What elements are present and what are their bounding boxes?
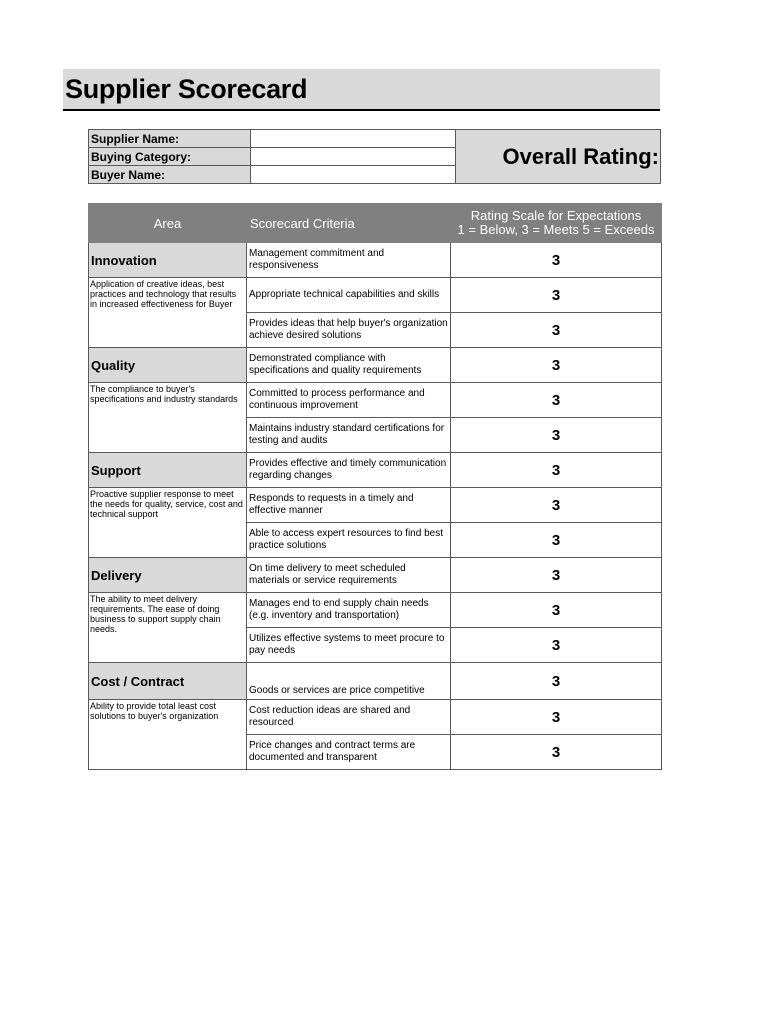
table-row <box>89 558 662 593</box>
criteria-text: Committed to process performance and continuous improvement <box>247 383 451 418</box>
header-area: Area <box>89 204 247 243</box>
table-row <box>89 488 662 523</box>
buyer-name-label: Buyer Name: <box>89 166 251 184</box>
rating-cell[interactable]: 3 <box>451 383 662 418</box>
section-name: Quality <box>89 348 247 383</box>
scorecard-table <box>88 203 662 770</box>
section-name: Innovation <box>89 243 247 278</box>
table-row <box>89 278 662 313</box>
criteria-text: Demonstrated compliance with specifications and quality requirements <box>247 348 451 383</box>
supplier-info-table <box>88 129 661 184</box>
rating-cell[interactable]: 3 <box>451 628 662 663</box>
criteria-text: Management commitment and responsiveness <box>247 243 451 278</box>
buying-category-field[interactable] <box>251 148 456 166</box>
criteria-text: Utilizes effective systems to meet procure to pay needs <box>247 628 451 663</box>
rating-cell[interactable]: 3 <box>451 313 662 348</box>
criteria-text: Price changes and contract terms are documented and transparent <box>247 735 451 770</box>
header-rating <box>451 204 662 243</box>
rating-cell[interactable]: 3 <box>451 558 662 593</box>
rating-cell[interactable]: 3 <box>451 278 662 313</box>
criteria-text: Provides ideas that help buyer's organization achieve desired solutions <box>247 313 451 348</box>
buyer-name-field[interactable] <box>251 166 456 184</box>
criteria-text: Manages end to end supply chain needs (e.g. inventory and transportation) <box>247 593 451 628</box>
section-description: The ability to meet delivery requirements. The ease of doing business to support supply chain needs. <box>89 593 247 663</box>
section-description: Proactive supplier response to meet the needs for quality, service, cost and technical support <box>89 488 247 558</box>
section-name: Delivery <box>89 558 247 593</box>
rating-cell[interactable]: 3 <box>451 593 662 628</box>
header-rating-line2: 1 = Below, 3 = Meets 5 = Exceeds <box>457 222 655 237</box>
criteria-text: Provides effective and timely communication regarding changes <box>247 453 451 488</box>
table-row <box>89 453 662 488</box>
rating-cell[interactable]: 3 <box>451 735 662 770</box>
table-row <box>89 700 662 735</box>
criteria-text: On time delivery to meet scheduled materials or service requirements <box>247 558 451 593</box>
criteria-text: Appropriate technical capabilities and skills <box>247 278 451 313</box>
table-row <box>89 663 662 700</box>
overall-rating-label: Overall Rating: <box>456 130 661 184</box>
supplier-name-field[interactable] <box>251 130 456 148</box>
table-row <box>89 348 662 383</box>
section-description: Ability to provide total least cost solutions to buyer's organization <box>89 700 247 770</box>
section-name: Support <box>89 453 247 488</box>
rating-cell[interactable]: 3 <box>451 523 662 558</box>
rating-cell[interactable]: 3 <box>451 663 662 700</box>
table-row <box>89 593 662 628</box>
criteria-text: Goods or services are price competitive <box>247 663 451 700</box>
supplier-name-label: Supplier Name: <box>89 130 251 148</box>
rating-cell[interactable]: 3 <box>451 700 662 735</box>
rating-cell[interactable]: 3 <box>451 488 662 523</box>
section-name: Cost / Contract <box>89 663 247 700</box>
header-criteria: Scorecard Criteria <box>247 204 451 243</box>
rating-cell[interactable]: 3 <box>451 418 662 453</box>
criteria-text: Maintains industry standard certifications for testing and audits <box>247 418 451 453</box>
page-title: Supplier Scorecard <box>65 74 308 104</box>
table-row <box>89 383 662 418</box>
section-description: The compliance to buyer's specifications and industry standards <box>89 383 247 453</box>
table-row <box>89 243 662 278</box>
header-rating-line1: Rating Scale for Expectations <box>470 208 642 223</box>
title-bar <box>63 69 660 111</box>
buying-category-label: Buying Category: <box>89 148 251 166</box>
rating-cell[interactable]: 3 <box>451 243 662 278</box>
rating-cell[interactable]: 3 <box>451 453 662 488</box>
criteria-text: Responds to requests in a timely and effective manner <box>247 488 451 523</box>
section-description: Application of creative ideas, best practices and technology that results in increased effectiveness for Buyer <box>89 278 247 348</box>
criteria-text: Able to access expert resources to find best practice solutions <box>247 523 451 558</box>
rating-cell[interactable]: 3 <box>451 348 662 383</box>
criteria-text: Cost reduction ideas are shared and resourced <box>247 700 451 735</box>
